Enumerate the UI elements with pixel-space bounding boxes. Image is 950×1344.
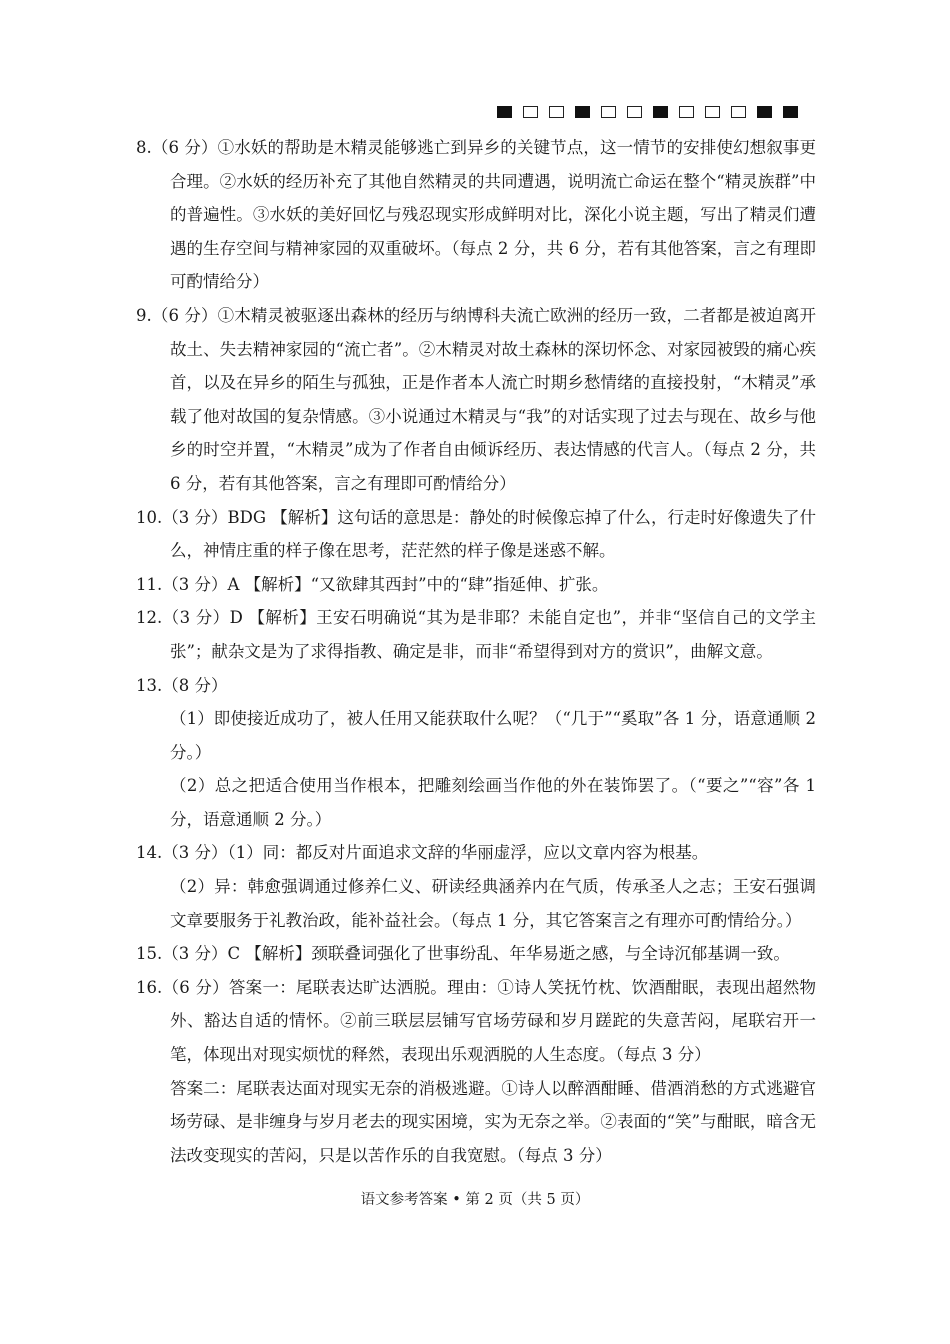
header-mark-filled bbox=[497, 106, 512, 118]
answer-q14-2: （2）异：韩愈强调通过修养仁义、研读经典涵养内在气质，传承圣人之志；王安石强调文章要服务于礼教治政，能补益社会。（每点 1 分，其它答案言之有理亦可酌情给分。） bbox=[170, 877, 816, 930]
header-mark-hollow bbox=[731, 106, 746, 118]
answer-q15: 15.（3 分）C 【解析】颈联叠词强化了世事纷乱、年华易逝之感，与全诗沉郁基调一致。 bbox=[136, 944, 790, 964]
answer-content bbox=[136, 131, 816, 1172]
header-mark-hollow bbox=[705, 106, 720, 118]
answer-q16: 16.（6 分）答案一：尾联表达旷达洒脱。理由：①诗人笑抚竹枕、饮酒酣眠，表现出超然物外、豁达自适的情怀。②前三联层层铺写官场劳碌和岁月蹉跎的失意苦闷，尾联宕开一笔，体现出对现实烦忧的释然，表现出乐观洒脱的人生态度。（每点 3 分） bbox=[136, 977, 816, 1065]
header-mark-filled bbox=[757, 106, 772, 118]
answer-q14-head: 14.（3 分）（1）同：都反对片面追求文辞的华丽虚浮，应以文章内容为根基。 bbox=[136, 843, 709, 863]
header-mark-hollow bbox=[627, 106, 642, 118]
answer-q13-1: （1）即使接近成功了，被人任用又能获取什么呢？（“几于”“奚取”各 1 分，语意通顺 2 分。） bbox=[170, 709, 816, 762]
answer-q11: 11.（3 分）A 【解析】“又欲肆其西封”中的“肆”指延伸、扩张。 bbox=[136, 574, 609, 594]
answer-q16-2: 答案二：尾联表达面对现实无奈的消极逃避。①诗人以醉酒酣睡、借酒消愁的方式逃避官场劳碌、是非缠身与岁月老去的现实困境，实为无奈之举。②表面的“笑”与酣眠，暗含无法改变现实的苦闷，只是以苦作乐的自我宽慰。（每点 3 分） bbox=[170, 1078, 816, 1165]
answer-q10: 10.（3 分）BDG 【解析】这句话的意思是：静处的时候像忘掉了什么，行走时好像遗失了什么，神情庄重的样子像在思考，茫茫然的样子像是迷惑不解。 bbox=[136, 507, 816, 561]
page-footer: 语文参考答案 • 第 2 页（共 5 页） bbox=[360, 1192, 590, 1208]
header-marks bbox=[497, 106, 798, 118]
answer-q8: 8.（6 分）①水妖的帮助是木精灵能够逃亡到异乡的关键节点，这一情节的安排使幻想叙事更合理。②水妖的经历补充了其他自然精灵的共同遭遇，说明流亡命运在整个“精灵族群”中的普遍性。③水妖的美好回忆与残忍现实形成鲜明对比，深化小说主题，写出了精灵们遭遇的生存空间与精神家园的双重破坏。（每点 2 分，共 6 分，若有其他答案，言之有理即可酌情给分） bbox=[136, 138, 816, 292]
answer-q9: 9.（6 分）①木精灵被驱逐出森林的经历与纳博科夫流亡欧洲的经历一致，二者都是被迫离开故土、失去精神家园的“流亡者”。②木精灵对故土森林的深切怀念、对家园被毁的痛心疾首，以及在异乡的陌生与孤独，正是作者本人流亡时期乡愁情绪的直接投射，“木精灵”承载了他对故国的复杂情感。③小说通过木精灵与“我”的对话实现了过去与现在、故乡与他乡的时空并置，“木精灵”成为了作者自由倾诉经历、表达情感的代言人。（每点 2 分，共 6 分，若有其他答案，言之有理即可酌情给分） bbox=[136, 305, 816, 493]
header-mark-filled bbox=[783, 106, 798, 118]
header-mark-hollow bbox=[549, 106, 564, 118]
header-mark-hollow bbox=[601, 106, 616, 118]
answer-q13-head: 13.（8 分） bbox=[136, 675, 228, 695]
header-mark-filled bbox=[653, 106, 668, 118]
answer-q13-2: （2）总之把适合使用当作根本，把雕刻绘画当作他的外在装饰罢了。（“要之”“容”各 1 分，语意通顺 2 分。） bbox=[170, 776, 816, 829]
header-mark-filled bbox=[575, 106, 590, 118]
header-mark-hollow bbox=[523, 106, 538, 118]
header-mark-hollow bbox=[679, 106, 694, 118]
answer-q12: 12.（3 分）D 【解析】王安石明确说“其为是非耶？未能自定也”，并非“坚信自己的文学主张”；献杂文是为了求得指教、确定是非，而非“希望得到对方的赏识”，曲解文意。 bbox=[136, 608, 816, 661]
